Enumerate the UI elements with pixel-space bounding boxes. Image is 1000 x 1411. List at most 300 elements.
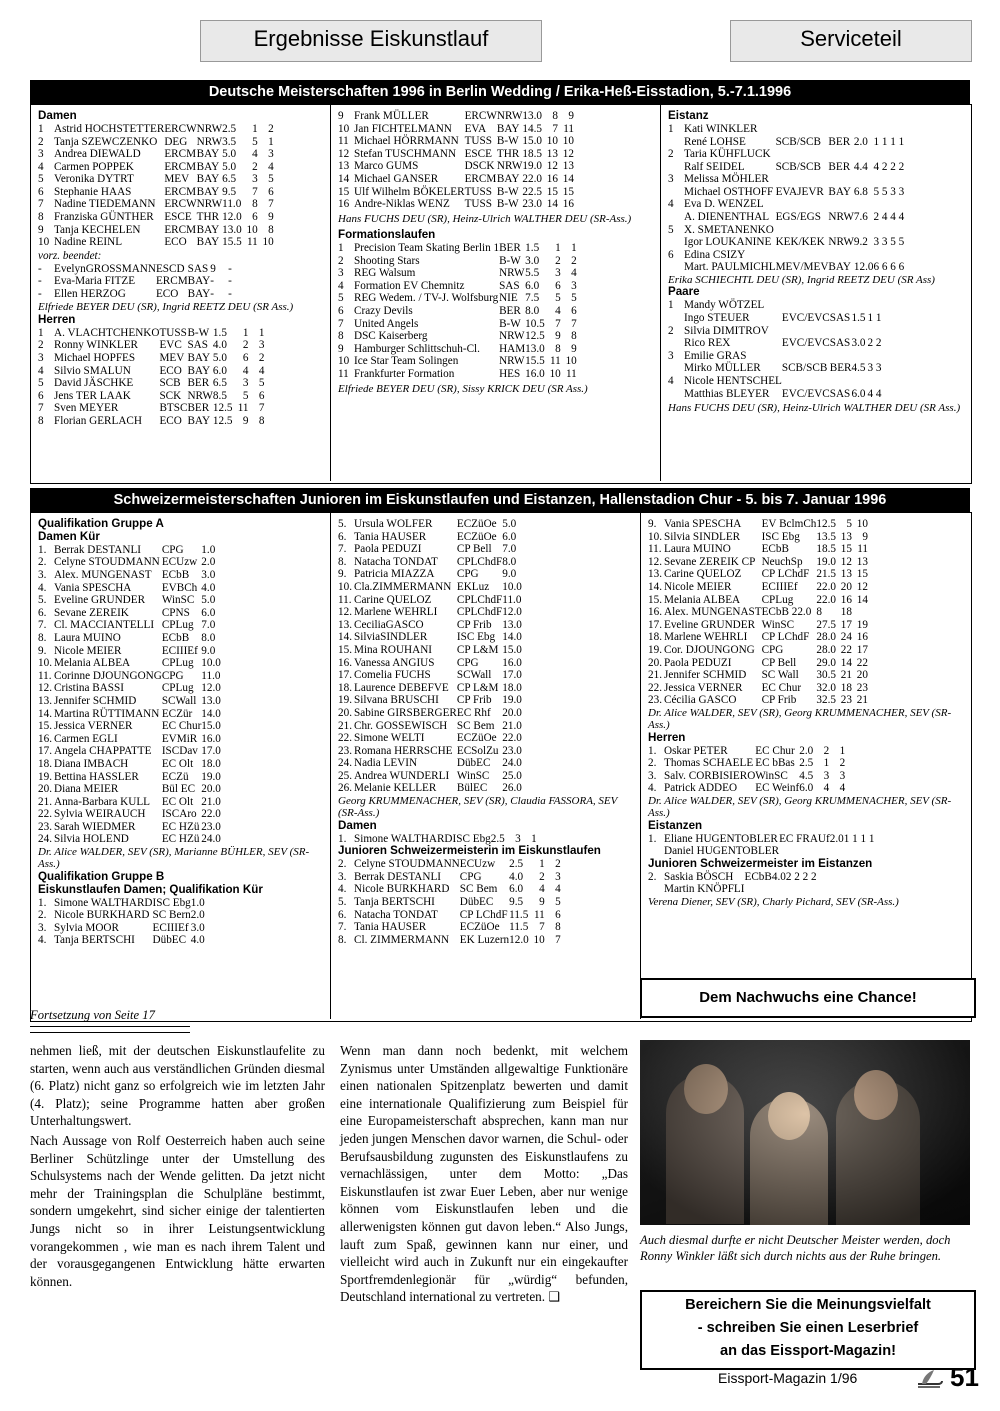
table-cell: 3 bbox=[338, 267, 344, 280]
table-cell: ECO bbox=[164, 236, 187, 249]
table-cell: 9.5 bbox=[222, 185, 237, 198]
table-cell bbox=[668, 186, 684, 199]
table-cell bbox=[854, 173, 874, 186]
table-cell: 7 bbox=[571, 317, 577, 330]
table-cell: 24.0 bbox=[201, 833, 221, 846]
table-cell: ECIIIEf bbox=[152, 921, 189, 934]
dm-col2 bbox=[338, 110, 656, 395]
table-cell: 15.0 bbox=[201, 720, 221, 733]
table-cell: EC Olt bbox=[161, 795, 194, 808]
table-cell: ESCE bbox=[464, 147, 492, 160]
dm-damen-heading: Damen bbox=[38, 109, 77, 122]
table-cell: 13.0 bbox=[522, 110, 542, 122]
table-cell bbox=[852, 299, 866, 312]
table-row bbox=[38, 327, 265, 340]
table-cell: 5.0 bbox=[502, 518, 517, 530]
table-cell: 12.0 bbox=[222, 211, 242, 224]
table-cell: 3. bbox=[38, 921, 47, 934]
table-cell: B-W bbox=[499, 254, 521, 267]
table-cell: 10 bbox=[549, 368, 561, 380]
masthead-service-label: Serviceteil bbox=[800, 26, 902, 51]
table-cell: 8 bbox=[555, 921, 561, 934]
table-cell: - bbox=[228, 287, 232, 300]
table-cell: 9 bbox=[862, 530, 868, 543]
table-cell: Cl. ZIMMERMANN bbox=[354, 933, 450, 946]
table-cell: 6.5 bbox=[222, 173, 237, 186]
table-cell: Sabine GIRSBERGER bbox=[354, 706, 457, 719]
table-cell: - bbox=[38, 262, 42, 275]
table-cell bbox=[873, 224, 904, 237]
table-cell: A. DIENENTHAL bbox=[684, 211, 770, 224]
table-cell bbox=[668, 161, 684, 174]
table-cell: 7. bbox=[338, 921, 347, 934]
table-cell: WinSC bbox=[761, 618, 795, 631]
table-row bbox=[38, 833, 221, 846]
table-cell: 5 bbox=[258, 377, 265, 390]
table-cell: 4 bbox=[252, 148, 258, 161]
table-cell: 9. bbox=[338, 568, 347, 581]
table-cell: 5 bbox=[668, 223, 674, 236]
table-cell: 18 bbox=[840, 606, 852, 619]
table-row bbox=[38, 607, 221, 620]
table-cell: CPLug bbox=[161, 682, 194, 695]
table-cell: 11. bbox=[648, 543, 662, 556]
table-row bbox=[38, 897, 205, 910]
table-cell bbox=[828, 198, 853, 211]
table-cell: 6 bbox=[555, 279, 561, 292]
table-cell: 13.5 bbox=[816, 530, 836, 543]
article-para-3: Wenn man dann noch bedenkt, mit welchem Zynismus unter Umständen allgewaltige Funktionäre einen nationalen Spitzenplatz bewerten und damit eine internationale Qualifizierung zum Beispiel für eine Europameisterschaft absprechen, kann man nur jeden jungen Menschen davor warnen, die Schul- oder Berufsausbildung zugunsten des Eiskunstlaufens zu vernachlässigen, unter dem Motto: „Das Eiskunstlaufen ist zwar Euer Leben, aber nur wenige können vom Eiskunstlaufen leben und die allerwenigsten können gut davon leben.“ Also Jungs, lauft zum Spaß, gewinnen kann nur einer, und vielleicht wird auch in Zukunft nur ein eingekaufter Sportfremdenlegionär für „würdig“ befunden, Deutschland international zu vertreten. ❑ bbox=[340, 1043, 628, 1305]
table-cell: BTSC bbox=[159, 402, 188, 415]
table-cell: 11.0 bbox=[502, 593, 522, 606]
table-cell: 14 bbox=[562, 172, 574, 185]
table-cell: Ralf SEIDEL bbox=[684, 160, 745, 173]
table-cell: 5.5 bbox=[525, 267, 540, 280]
table-cell: 11 bbox=[563, 122, 574, 135]
table-cell: 11 bbox=[857, 543, 868, 556]
table-cell: 10. bbox=[38, 657, 52, 670]
table-cell: Bettina HASSLER bbox=[54, 770, 139, 783]
ch-herren-judges: Dr. Alice WALDER, SEV (SR), Georg KRUMMENACHER, SEV (SR-Ass.) bbox=[648, 795, 952, 820]
table-cell: 2 bbox=[338, 254, 344, 267]
table-cell: Marlene WEHRLI bbox=[664, 631, 748, 644]
table-cell: Laura MUINO bbox=[664, 543, 731, 556]
table-cell: Daniel HUGENTOBLER bbox=[664, 845, 780, 858]
table-cell: ECbB bbox=[744, 870, 772, 883]
table-row bbox=[648, 694, 868, 707]
table-cell: 3 bbox=[823, 769, 830, 782]
table-cell: 1 bbox=[242, 326, 249, 339]
table-cell: Melanie KELLER bbox=[354, 782, 437, 795]
table-cell: 9 bbox=[338, 342, 344, 355]
table-cell: 16 bbox=[856, 631, 868, 644]
table-cell: 11 bbox=[338, 135, 349, 148]
table-cell: Cla.ZIMMERMANN bbox=[354, 580, 452, 593]
table-cell: 6.0 bbox=[201, 606, 216, 619]
dm-formation-heading: Formationslaufen bbox=[338, 228, 436, 242]
table-cell: 10 bbox=[565, 355, 577, 368]
table-cell: 7 bbox=[539, 921, 545, 934]
dm-paare-judges: Hans FUCHS DEU (SR), Heinz-Ulrich WALTHER DEU (SR Ass.) bbox=[668, 402, 961, 415]
table-cell bbox=[776, 224, 829, 237]
table-cell: Ronny WINKLER bbox=[54, 339, 139, 352]
table-cell bbox=[873, 198, 904, 211]
photo-caption: Auch diesmal durfte er nicht Deutscher Meister werden, doch Ronny Winkler läßt sich durch nichts aus der Ruhe bringen. bbox=[640, 1233, 951, 1263]
table-cell: TUSS bbox=[464, 198, 492, 211]
table-cell: 20. bbox=[338, 706, 352, 719]
photo-ronny-winkler bbox=[640, 1040, 970, 1225]
dm-herren-judges: Hans FUCHS DEU (SR), Heinz-Ulrich WALTHER DEU (SR-Ass.) bbox=[338, 212, 632, 225]
table-row bbox=[338, 669, 522, 682]
table-row bbox=[38, 339, 265, 352]
table-cell: Sevane ZEREIK CP bbox=[664, 555, 756, 568]
table-row bbox=[338, 644, 522, 657]
table-cell: 9 bbox=[571, 342, 577, 355]
table-cell: 8 bbox=[258, 415, 265, 427]
page-number: 51 bbox=[950, 1362, 979, 1392]
table-cell: 5 bbox=[555, 896, 561, 909]
table-cell: Cl. MACCIANTELLI bbox=[54, 619, 155, 632]
table-cell: CPLChdF bbox=[456, 593, 503, 606]
table-cell: 3 bbox=[38, 352, 44, 365]
table-cell: Jennifer SCHMID bbox=[54, 694, 137, 707]
footer-magazine-name: Eissport-Magazin 1/96 bbox=[718, 1370, 858, 1386]
table-cell: 9 bbox=[210, 262, 216, 275]
table-cell: 27.5 bbox=[816, 618, 836, 631]
table-cell: Emilie GRAS bbox=[684, 349, 747, 362]
table-cell: CP Frib bbox=[761, 694, 797, 707]
table-cell: 2.0 bbox=[201, 556, 216, 569]
table-cell: 7.0 bbox=[502, 543, 517, 556]
table-cell: BER bbox=[187, 377, 210, 390]
table-cell: CP LChdF bbox=[459, 908, 508, 921]
table-cell: EVAJEVR bbox=[775, 185, 824, 198]
table-cell: 17. bbox=[338, 669, 352, 682]
table-cell bbox=[668, 388, 684, 401]
table-cell: 13. bbox=[648, 568, 662, 581]
table-row bbox=[648, 782, 845, 795]
promo-leserbrief[interactable] bbox=[640, 1290, 976, 1370]
table-cell: 5 bbox=[571, 292, 577, 305]
table-cell: 13 bbox=[338, 160, 350, 173]
table-cell: 1 bbox=[38, 326, 44, 339]
table-row bbox=[38, 148, 274, 161]
ch-qa-heading: Qualifikation Gruppe A bbox=[38, 517, 164, 530]
table-row bbox=[648, 619, 868, 632]
table-cell: 1.5 bbox=[851, 311, 866, 324]
table-cell: Laurence DEBEFVE bbox=[354, 681, 449, 694]
table-cell: B-W bbox=[496, 185, 519, 198]
table-cell: 6. bbox=[338, 530, 347, 543]
table-cell: 13 bbox=[840, 530, 852, 543]
table-cell: SC Bem bbox=[456, 719, 495, 732]
table-cell: BAY bbox=[187, 275, 211, 288]
table-cell: Sarah WIEDMER bbox=[54, 820, 136, 833]
table-row bbox=[38, 594, 221, 607]
table-row bbox=[668, 299, 897, 312]
table-cell bbox=[776, 249, 829, 262]
table-cell: 6.5 bbox=[212, 377, 227, 390]
dm-paare-table bbox=[668, 299, 897, 400]
table-cell: BAY bbox=[187, 352, 211, 365]
table-cell: 21. bbox=[338, 719, 352, 732]
dm-vorz-heading: vorz. beendet: bbox=[38, 249, 102, 262]
table-cell: 14. bbox=[38, 707, 52, 720]
table-cell: EVC/EVC bbox=[781, 387, 830, 400]
table-cell: 2 bbox=[252, 160, 258, 173]
table-cell: 1 bbox=[338, 242, 344, 255]
table-row bbox=[648, 833, 875, 846]
ch-jsm2-heading: Junioren Schweizermeister im Eistanzen bbox=[648, 856, 873, 870]
table-row bbox=[38, 402, 265, 415]
table-cell bbox=[865, 299, 881, 312]
table-cell: 5 bbox=[555, 292, 561, 305]
table-cell: BAY bbox=[196, 236, 220, 249]
table-row bbox=[338, 858, 561, 871]
table-cell: NRW bbox=[187, 389, 213, 402]
table-cell: 4 bbox=[555, 305, 561, 318]
table-cell: 4 4 bbox=[867, 387, 882, 400]
ch-herren-heading: Herren bbox=[648, 730, 686, 744]
table-cell: 3 bbox=[555, 870, 561, 883]
table-cell: 3.0 bbox=[851, 337, 866, 350]
table-cell: 19 bbox=[856, 618, 868, 631]
table-cell: 4 bbox=[555, 883, 561, 896]
table-row bbox=[668, 161, 920, 174]
table-cell: 14.5 bbox=[522, 122, 542, 135]
table-cell: TUSS bbox=[464, 185, 492, 198]
table-row bbox=[338, 883, 561, 896]
table-cell: ECO bbox=[159, 415, 182, 427]
table-cell: 22.0 bbox=[816, 580, 836, 593]
table-cell: 9 bbox=[268, 211, 274, 224]
table-cell: CeciliaGASCO bbox=[354, 618, 424, 631]
dm-col1 bbox=[38, 110, 326, 428]
skate-logo-icon bbox=[916, 1368, 944, 1388]
table-cell: Edina CSIZY bbox=[684, 248, 746, 261]
table-cell: 17.0 bbox=[201, 745, 221, 758]
table-cell: 4. bbox=[338, 883, 347, 896]
table-cell: ERCM bbox=[164, 160, 197, 173]
table-cell: 19. bbox=[338, 694, 352, 707]
table-cell: Tanja KECHELEN bbox=[54, 223, 141, 236]
article-rule-top bbox=[30, 1026, 190, 1027]
ch-damenkuer-heading: Damen Kür bbox=[38, 529, 100, 543]
table-cell: ECO bbox=[155, 287, 179, 300]
table-cell bbox=[904, 224, 920, 237]
table-cell: Marco GUMS bbox=[354, 160, 419, 173]
table-cell: 32.5 bbox=[816, 694, 836, 707]
dm-herren-heading: Herren bbox=[38, 312, 76, 326]
table-cell: Jennifer SCHMID bbox=[664, 669, 747, 682]
table-row bbox=[338, 135, 574, 148]
table-cell: SC Bern bbox=[152, 909, 191, 922]
table-cell: SAS bbox=[187, 262, 209, 275]
table-cell: EVBCh bbox=[161, 581, 198, 594]
table-cell: WinSC bbox=[161, 594, 195, 607]
table-cell: 9.2 bbox=[853, 236, 868, 249]
table-cell: BAY bbox=[828, 261, 852, 274]
table-cell: 22. bbox=[648, 681, 662, 694]
table-cell: 6.0 bbox=[212, 364, 227, 377]
table-cell: CP LChdF bbox=[761, 631, 810, 644]
table-row bbox=[338, 871, 561, 884]
table-cell: SilviaSINDLER bbox=[354, 631, 428, 644]
table-cell: 10 bbox=[562, 135, 574, 148]
table-cell: 1.0 bbox=[190, 896, 205, 909]
table-row bbox=[668, 388, 897, 401]
table-cell: 1. bbox=[648, 744, 657, 757]
table-cell: 2 bbox=[258, 352, 265, 365]
table-cell: EVC bbox=[159, 339, 182, 352]
table-cell: Michael OSTHOFF bbox=[684, 185, 774, 198]
table-cell: 20.0 bbox=[502, 706, 522, 719]
table-row bbox=[38, 708, 221, 721]
table-cell: 2 4 4 4 bbox=[873, 211, 905, 224]
table-cell: 17. bbox=[648, 618, 662, 631]
table-row bbox=[648, 543, 868, 556]
divider-ch-1 bbox=[330, 513, 331, 1019]
table-cell: NRW bbox=[496, 110, 523, 122]
table-cell: 8 bbox=[552, 110, 558, 122]
table-cell: 17 bbox=[856, 643, 868, 656]
photo-vignette bbox=[640, 1040, 970, 1225]
table-cell: 11 bbox=[533, 908, 545, 921]
table-cell: Corinne DJOUNGONG bbox=[54, 669, 162, 682]
table-cell bbox=[830, 299, 852, 312]
table-cell bbox=[904, 261, 920, 274]
table-cell: Patricia MIAZZA bbox=[354, 568, 435, 581]
table-cell bbox=[865, 375, 881, 388]
table-cell: CPG bbox=[456, 568, 479, 581]
table-cell bbox=[854, 249, 874, 262]
table-cell: Silvana BRUSCHI bbox=[354, 694, 439, 707]
table-cell: 3.5 bbox=[222, 135, 237, 148]
table-cell: BAY bbox=[828, 185, 852, 198]
ch-col2 bbox=[338, 518, 636, 946]
table-cell: 3 bbox=[555, 267, 561, 280]
table-cell: Nadine REINL bbox=[54, 236, 123, 249]
table-cell: Hamburger Schlittschuh-Cl. bbox=[354, 342, 480, 355]
table-cell bbox=[232, 275, 248, 288]
table-cell: - bbox=[228, 262, 232, 275]
table-cell: NRW bbox=[496, 160, 523, 173]
table-cell: CP L&M bbox=[456, 643, 499, 656]
table-cell: CPG bbox=[761, 643, 784, 656]
table-cell: CPG bbox=[459, 870, 482, 883]
table-cell bbox=[904, 123, 920, 136]
dm-formation-table bbox=[338, 242, 577, 381]
table-cell: EC Rhf bbox=[456, 706, 491, 719]
table-cell: 15.0 bbox=[502, 643, 522, 656]
table-cell: 2 bbox=[555, 254, 561, 267]
table-cell: ESCD bbox=[155, 262, 185, 275]
table-cell: 11 bbox=[237, 402, 249, 415]
table-cell bbox=[854, 148, 874, 161]
article-para-2: Nach Aussage von Rolf Oesterreich haben auch seine Berliner Schützlinge unter der Umstellung des Schulsystems nach der Wende gelitten. Da jetzt nicht mehr der Trainingsplan die Schulpläne bestimmt, sondern umgekehrt, sind sicher einige der talentierten Jungs nicht so in ihrer Leistungsentwicklung vorangekommen , wie man es nach ihrem Talent und der vorausgegangenen Entwicklung hätte erwarten können. bbox=[30, 1132, 325, 1289]
table-cell: 2 bbox=[242, 339, 249, 352]
table-cell: 8 bbox=[268, 223, 274, 236]
table-cell: ERCW bbox=[464, 110, 497, 122]
table-cell: 5.0 bbox=[201, 594, 216, 607]
table-cell: - bbox=[210, 287, 214, 300]
table-cell: 9.5 bbox=[509, 896, 524, 909]
table-cell: 3 3 5 5 bbox=[873, 236, 905, 249]
table-cell: 25. bbox=[338, 769, 352, 782]
table-cell: ECbB bbox=[761, 543, 789, 556]
table-row bbox=[38, 288, 248, 301]
table-cell: 11.0 bbox=[222, 198, 242, 211]
table-cell: 4 bbox=[242, 364, 249, 377]
table-cell: 16. bbox=[648, 606, 662, 619]
masthead-headline: Ergebnisse Eiskunstlauf bbox=[253, 26, 489, 51]
table-cell: 12. bbox=[648, 555, 662, 568]
table-cell: 21.5 bbox=[816, 568, 836, 581]
table-cell: Astrid HOCHSTETTER bbox=[54, 122, 165, 135]
table-cell: 1.0 bbox=[201, 543, 216, 556]
table-cell: 22.5 bbox=[522, 185, 542, 198]
promo-nachwuchs[interactable]: Dem Nachwuchs eine Chance! bbox=[640, 978, 976, 1018]
table-cell: 15.5 bbox=[525, 355, 545, 368]
table-cell: 11 bbox=[246, 236, 258, 249]
table-row bbox=[668, 186, 920, 199]
table-cell: 6 bbox=[268, 185, 274, 198]
table-cell: 14 bbox=[856, 593, 868, 606]
table-cell: 3. bbox=[648, 769, 657, 782]
table-cell: 9 bbox=[242, 415, 249, 427]
table-cell: 17.0 bbox=[502, 669, 522, 682]
table-cell: 3 bbox=[252, 173, 258, 186]
table-cell: CPLug bbox=[161, 657, 194, 670]
table-cell: 5 bbox=[242, 389, 249, 402]
ch-jsm-heading: Junioren Schweizermeisterin im Eiskunstlaufen bbox=[338, 844, 601, 858]
table-row bbox=[668, 198, 920, 211]
table-cell: 3. bbox=[338, 870, 347, 883]
table-cell: 23. bbox=[38, 820, 52, 833]
table-cell bbox=[881, 299, 897, 312]
table-row bbox=[668, 249, 920, 262]
ch-damen-heading: Damen bbox=[338, 818, 377, 832]
table-cell: 7.0 bbox=[201, 619, 216, 632]
table-cell: ECZüOe bbox=[459, 921, 500, 934]
table-cell: Vanessa ANGIUS bbox=[354, 656, 435, 669]
table-cell: Bül EC bbox=[161, 783, 196, 796]
table-cell: X. SMETANENKO bbox=[684, 223, 774, 236]
table-cell: 6 6 6 6 bbox=[873, 261, 905, 274]
table-cell: Cor. DJOUNGONG bbox=[664, 643, 755, 656]
table-cell: 18.0 bbox=[502, 681, 522, 694]
table-cell bbox=[830, 375, 852, 388]
table-cell: REG Wedem. / TV-J. Wolfsburg bbox=[354, 292, 499, 305]
table-row bbox=[648, 518, 868, 531]
table-cell: 4 bbox=[38, 160, 44, 173]
table-cell: Anna-Barbara KULL bbox=[54, 795, 150, 808]
table-cell: Paola PEDUZI bbox=[354, 543, 422, 556]
table-cell: 15 bbox=[562, 185, 574, 198]
table-cell: 1 1 1 1 bbox=[843, 832, 875, 845]
table-row bbox=[38, 619, 221, 632]
table-cell: 8.0 bbox=[201, 631, 216, 644]
table-cell: SCB/SCB bbox=[781, 362, 828, 375]
table-cell: 21 bbox=[856, 694, 868, 707]
table-cell: Eva D. WENZEL bbox=[684, 198, 764, 211]
table-row bbox=[38, 211, 274, 224]
table-cell: A. VLACHTCHENKO bbox=[54, 326, 160, 339]
table-cell: 19. bbox=[648, 643, 662, 656]
table-row bbox=[338, 343, 577, 356]
table-cell: Michael GANSER bbox=[354, 172, 439, 185]
ch-eistanzen-table bbox=[648, 833, 875, 858]
